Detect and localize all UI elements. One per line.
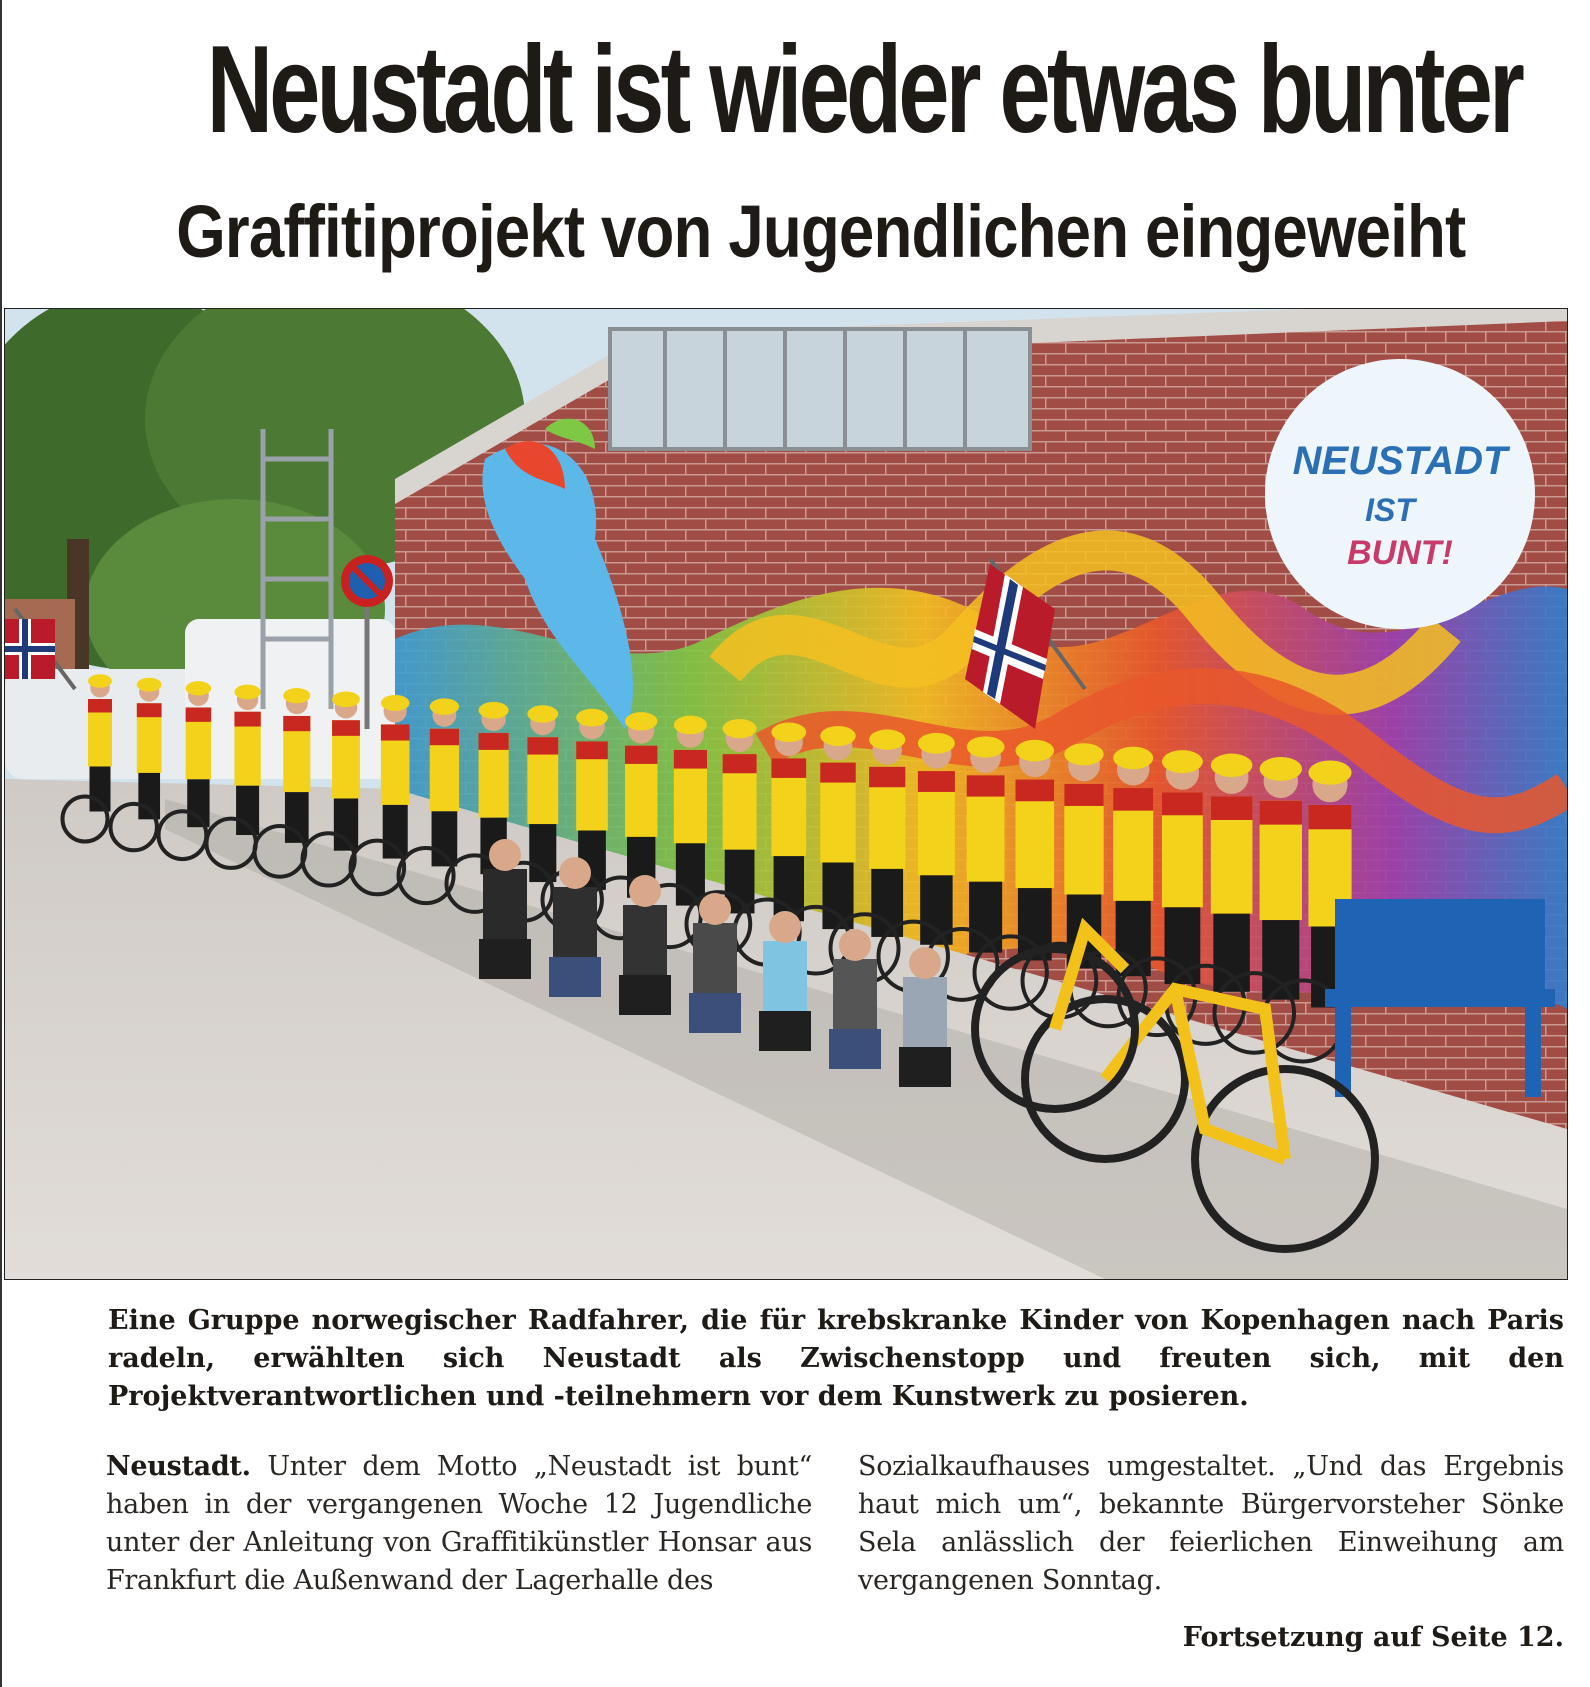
mural-text-3: BUNT! [1347,534,1453,572]
mural-text-1: NEUSTADT [1292,439,1508,483]
continuation-note: Fortsetzung auf Seite 12. [1182,1622,1564,1653]
mural-text-2: IST [1365,492,1415,528]
body-text-2: Sozialkaufhauses umgestaltet. „Und das Ergebnis haut mich um“, bekannte Bürgervorsteher Sönke Sela anlässlich der feierlichen Einweihung am vergangenen Sonntag. [858,1451,1564,1596]
body-column-2 [858,1448,1564,1600]
dateline: Neustadt. [106,1451,251,1482]
subheadline: Graffitiprojekt von Jugendlichen eingeweiht [176,190,1466,273]
windows [610,329,1030,449]
photo-caption: Eine Gruppe norwegischer Radfahrer, die für krebskranke Kinder von Kopenhagen nach Paris radeln, erwählten sich Neustadt als Zwischenstopp und freuten sich, mit den Projektverantwortlichen und -teilnehmern vor dem Kunstwerk zu posieren. [108,1305,1564,1412]
page-left-rule [0,0,2,1687]
headline: Neustadt ist wieder etwas bunter [206,21,1522,159]
photo-illustration [5,309,1567,1279]
body-text-1: Unter dem Motto „Neustadt ist bunt“ haben in der vergangenen Woche 12 Jugendliche unter der Anleitung von Graffitikünstler Honsar aus Frankfurt die Außenwand der Lagerhalle des [106,1451,812,1596]
article-photo [4,308,1568,1280]
body-column-1 [106,1448,812,1600]
